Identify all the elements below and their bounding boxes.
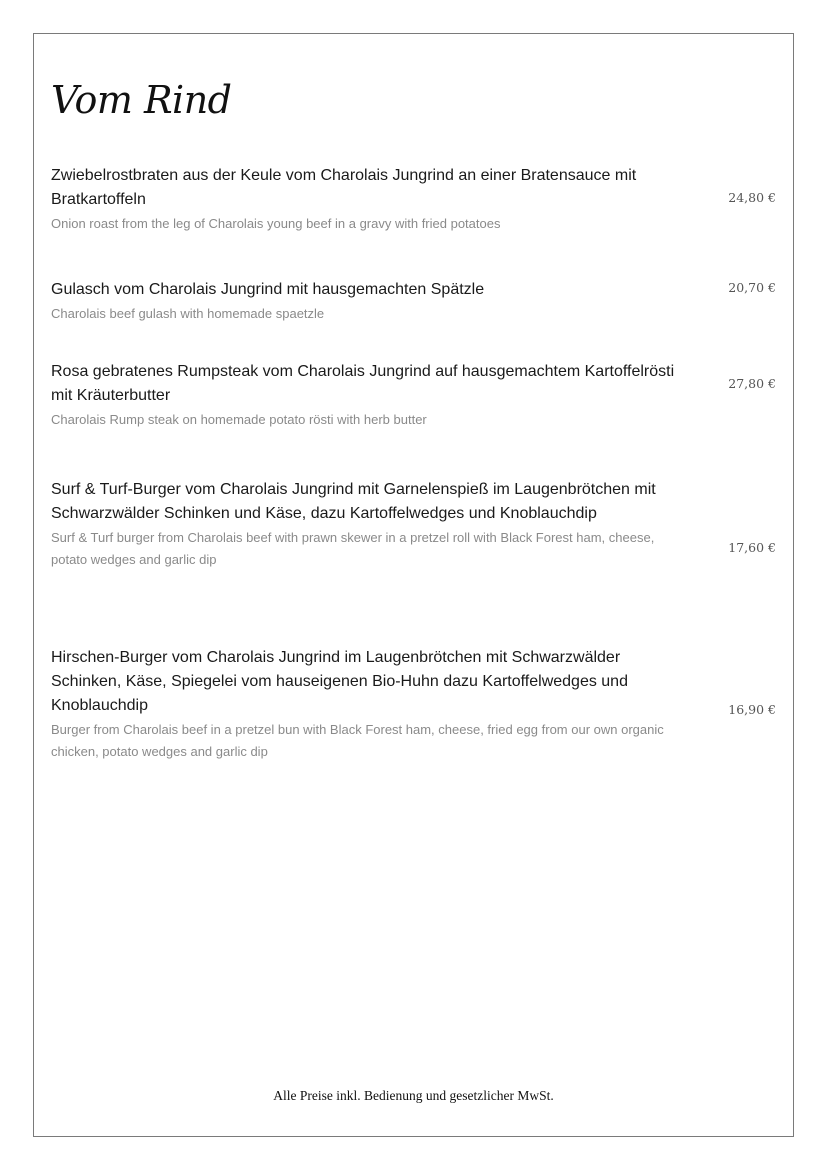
menu-item-name: Surf & Turf-Burger vom Charolais Jungrind mit Garnelenspieß im Laugenbrötchen mit Schwarzwälder Schinken und Käse, dazu Kartoffelwedges und Knoblauchdip <box>51 481 656 522</box>
menu-item-price: 20,70 € <box>728 280 776 295</box>
menu-item-gulasch <box>51 278 776 325</box>
menu-item-price: 27,80 € <box>728 376 776 391</box>
menu-item-name: Rosa gebratenes Rumpsteak vom Charolais Jungrind auf hausgemachtem Kartoffelrösti mit Kräuterbutter <box>51 363 675 404</box>
menu-item-surf-turf-burger <box>51 478 776 571</box>
menu-item-zwiebelrostbraten <box>51 164 776 235</box>
menu-item-rumpsteak <box>51 360 776 431</box>
menu-item-description: Surf & Turf burger from Charolais beef with prawn skewer in a pretzel roll with Black Forest ham, cheese, potato wedges and garlic dip <box>51 530 655 567</box>
menu-item-name: Hirschen-Burger vom Charolais Jungrind im Laugenbrötchen mit Schwarzwälder Schinken, Käse, Spiegelei vom hauseigenen Bio-Huhn dazu Kartoffelwedges und Knoblauchdip <box>51 649 628 714</box>
menu-item-description: Burger from Charolais beef in a pretzel bun with Black Forest ham, cheese, fried egg from our own organic chicken, potato wedges and garlic dip <box>51 722 664 759</box>
menu-item-price: 17,60 € <box>728 540 776 555</box>
menu-item-description: Charolais Rump steak on homemade potato rösti with herb butter <box>51 412 427 427</box>
menu-item-name: Zwiebelrostbraten aus der Keule vom Charolais Jungrind an einer Bratensauce mit Bratkartoffeln <box>51 167 637 208</box>
menu-item-description: Charolais beef gulash with homemade spaetzle <box>51 306 325 321</box>
section-title: Vom Rind <box>51 78 232 122</box>
menu-item-price: 24,80 € <box>728 190 776 205</box>
menu-item-price: 16,90 € <box>728 702 776 717</box>
menu-item-hirschen-burger <box>51 646 776 763</box>
menu-item-description: Onion roast from the leg of Charolais young beef in a gravy with fried potatoes <box>51 216 501 231</box>
price-footnote: Alle Preise inkl. Bedienung und gesetzlicher MwSt. <box>273 1088 554 1103</box>
menu-item-name: Gulasch vom Charolais Jungrind mit hausgemachten Spätzle <box>51 281 485 298</box>
